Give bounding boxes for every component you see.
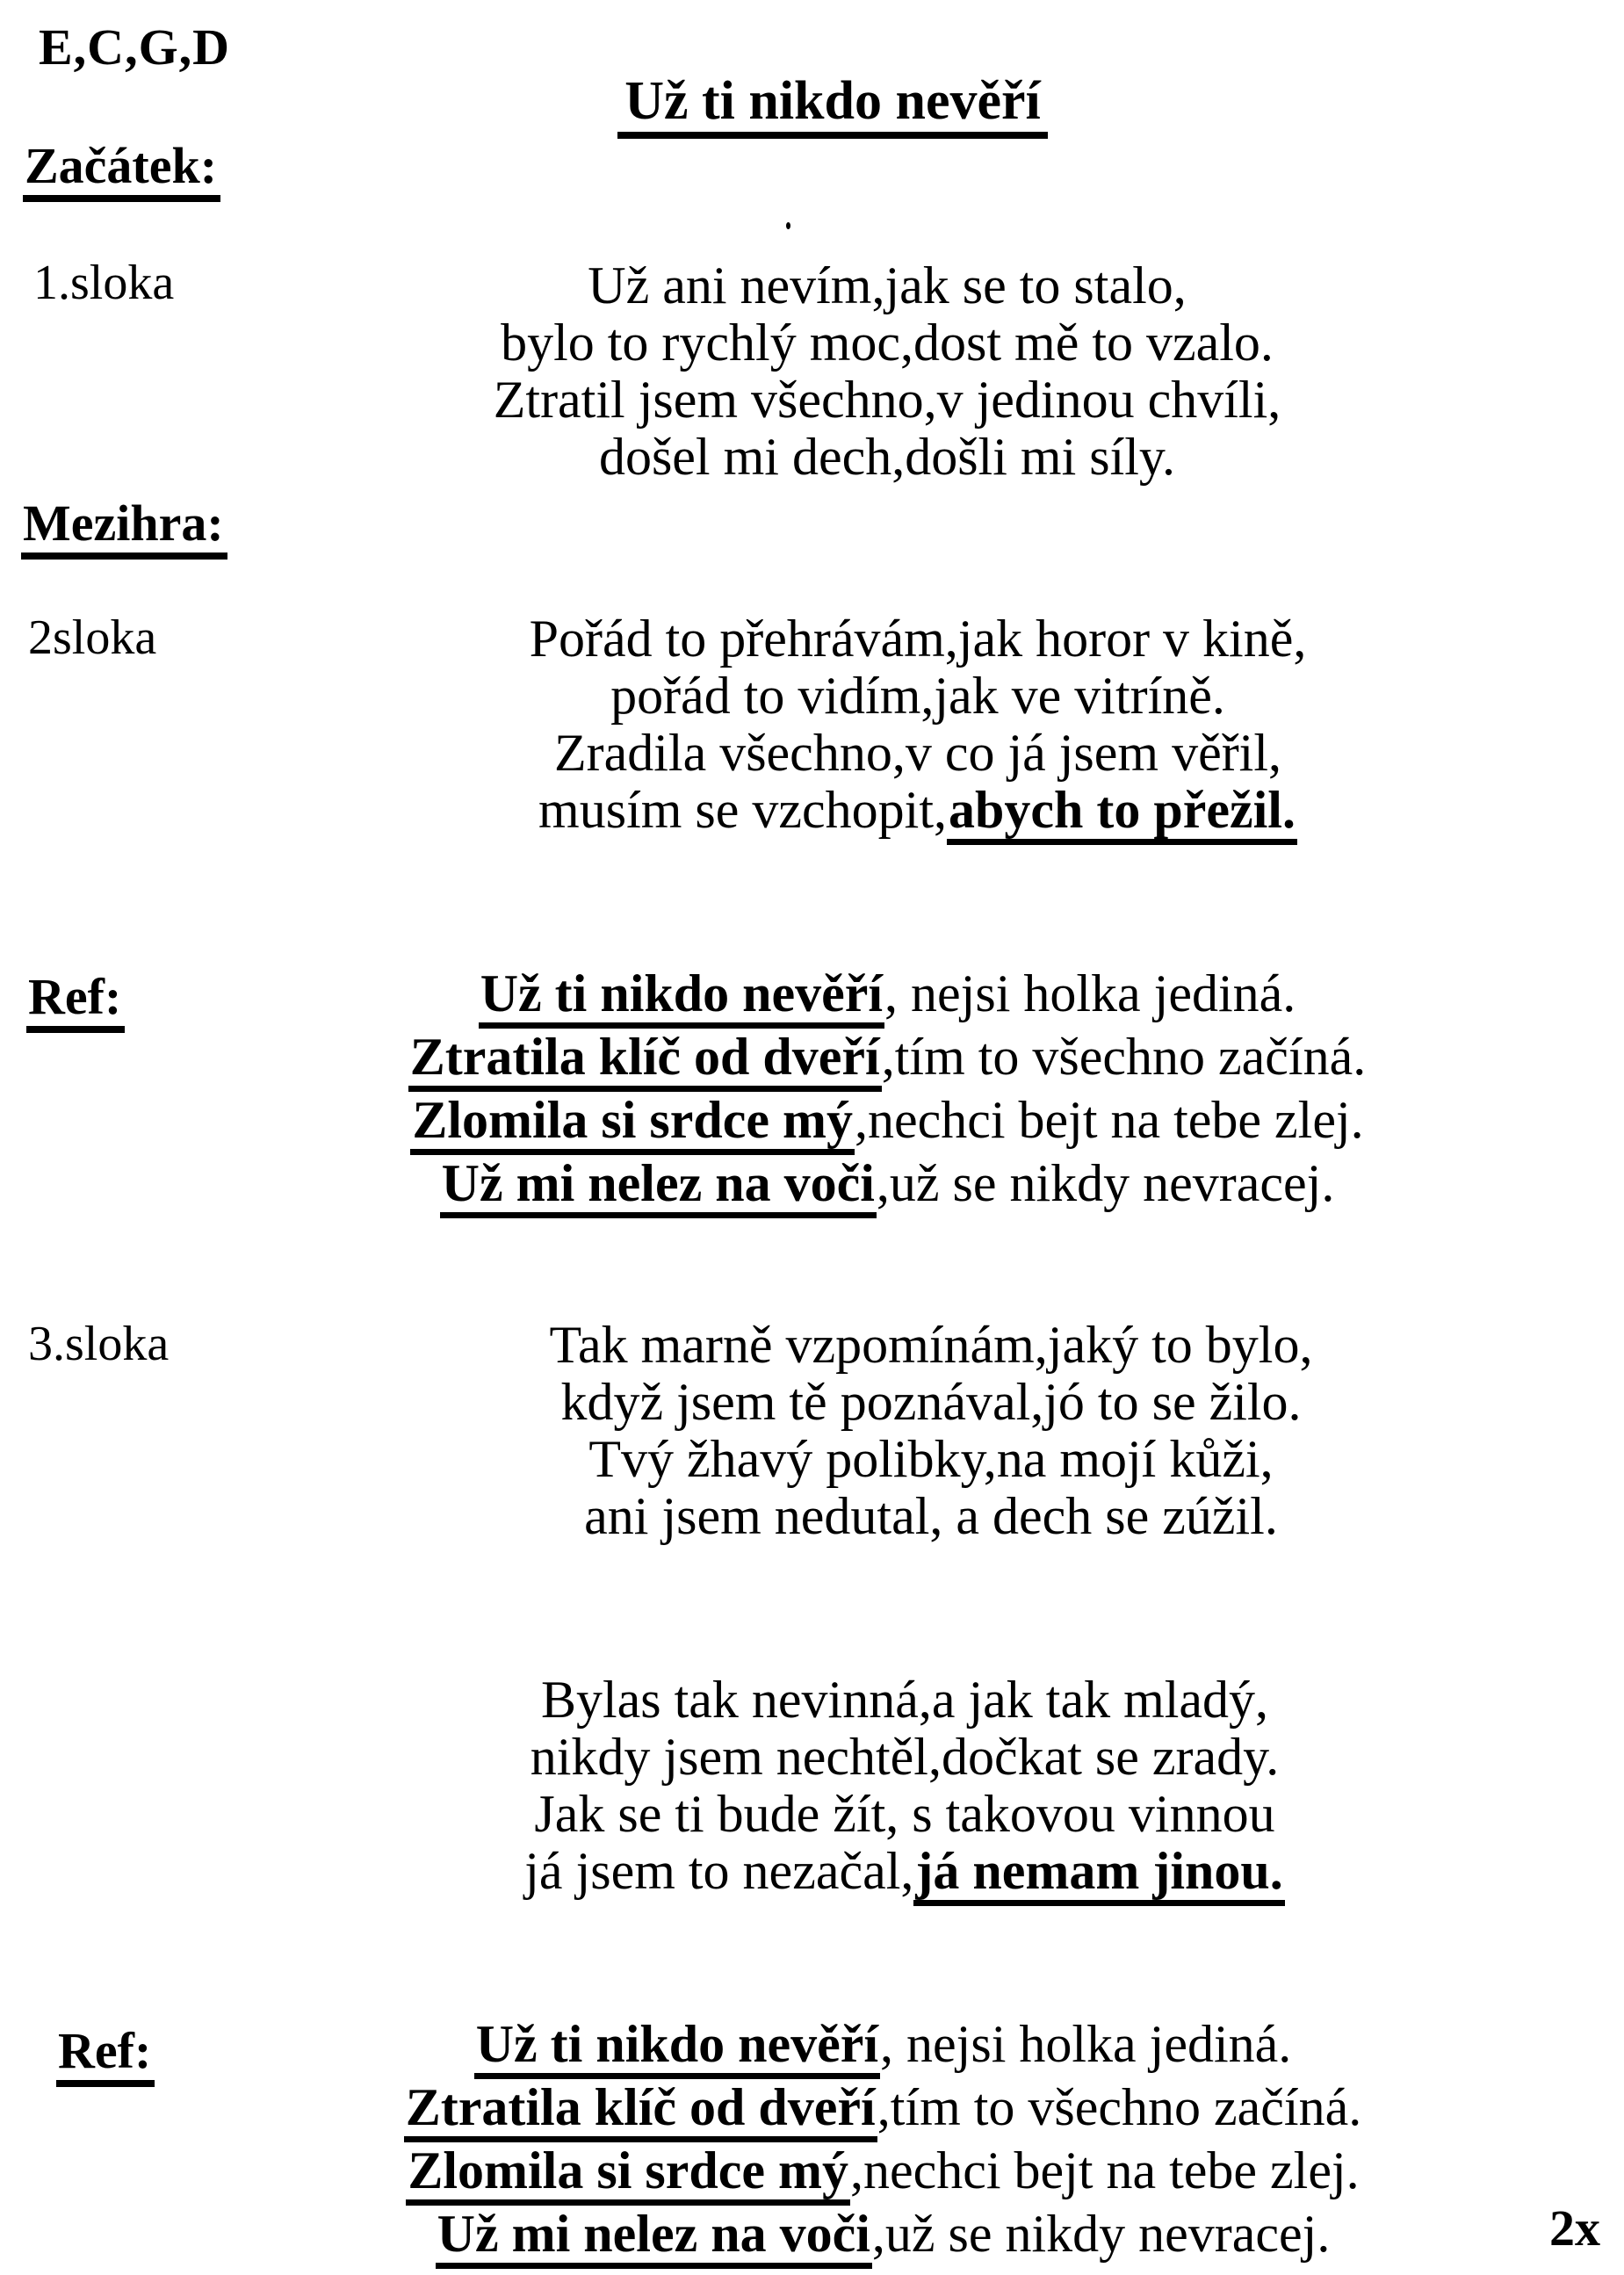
refrain-1-lines: [369, 965, 1405, 1218]
section-label-zacatek-text: Začátek:: [23, 137, 220, 202]
lyric-segment: nikdy jsem nechtěl,dočkat se zrady.: [530, 1728, 1280, 1786]
lyric-line: [386, 1729, 1423, 1786]
verse-1-lines: [369, 257, 1405, 486]
lyric-line: [400, 725, 1436, 782]
lyric-line: [413, 1431, 1449, 1488]
refrain-1-label-text: Ref:: [26, 968, 125, 1033]
lyric-segment: , nejsi holka jediná.: [884, 964, 1296, 1022]
lyric-segment-emphasized: Už ti nikdo nevěří: [479, 965, 884, 1029]
verse-3-lines: [413, 1317, 1449, 1545]
lyric-segment-emphasized: Už ti nikdo nevěří: [474, 2016, 880, 2079]
lyric-line: [364, 2142, 1401, 2206]
lyric-line: [369, 314, 1405, 372]
verse-1-label: 1.sloka: [33, 256, 175, 310]
lyric-segment-emphasized: Zlomila si srdce mý: [410, 1092, 855, 1155]
lyric-line: [369, 257, 1405, 314]
section-label-mezihra: [21, 495, 227, 560]
lyric-line: [413, 1374, 1449, 1431]
lyric-line: [413, 1488, 1449, 1545]
lyric-segment-emphasized: Ztratila klíč od dveří: [408, 1029, 882, 1092]
lyric-line: [369, 1029, 1405, 1092]
verse-3-label: 3.sloka: [28, 1317, 170, 1371]
lyric-segment: když jsem tě poznával,jó to se žilo.: [560, 1373, 1302, 1431]
lyric-segment: Tvý žhavý polibky,na mojí kůži,: [588, 1430, 1274, 1488]
lyric-segment: , nejsi holka jediná.: [880, 2015, 1292, 2073]
chord-progression-label: E,C,G,D: [39, 18, 231, 76]
lyric-segment-emphasized: Už mi nelez na voči: [440, 1155, 877, 1218]
lyric-segment: já jsem to nezačal,: [524, 1842, 914, 1900]
lyric-segment: Pořád to přehrávám,jak horor v kině,: [529, 610, 1307, 668]
lyric-segment: Bylas tak nevinná,a jak tak mladý,: [540, 1671, 1269, 1729]
section-label-mezihra-text: Mezihra:: [21, 495, 227, 560]
lyric-line: [386, 1786, 1423, 1843]
lyric-segment-emphasized: Už mi nelez na voči: [436, 2206, 872, 2269]
lyric-segment: ,nechci bejt na tebe zlej.: [854, 1091, 1364, 1149]
lyric-line: [400, 610, 1436, 668]
song-title: Už ti nikdo nevěří: [617, 73, 1048, 139]
lyric-segment: došel mi dech,došli mi síly.: [598, 428, 1176, 486]
lyric-segment: ,už se nikdy nevracej.: [876, 1154, 1335, 1212]
lyric-segment: Jak se ti bude žít, s takovou vinnou: [534, 1785, 1275, 1843]
lyric-segment: pořád to vidím,jak ve vitríně.: [610, 667, 1225, 725]
lyric-line: [369, 1092, 1405, 1155]
lyric-line: [400, 668, 1436, 725]
lyric-segment: Zradila všechno,v co já jsem věřil,: [553, 724, 1282, 782]
lyric-segment: ,nechci bejt na tebe zlej.: [849, 2141, 1360, 2199]
lyric-line: [400, 782, 1436, 845]
lyric-segment: ,už se nikdy nevracej.: [871, 2205, 1331, 2263]
verse-4-lines: [386, 1672, 1423, 1906]
refrain-2-label: [56, 2022, 155, 2087]
lyric-segment: musím se vzchopit,: [538, 781, 947, 839]
lyric-segment: ani jsem nedutal, a dech se zúžil.: [584, 1487, 1278, 1545]
lyric-line: [369, 429, 1405, 486]
lyric-line: [364, 2206, 1401, 2269]
scan-artifact-dot: [786, 222, 790, 229]
lyric-line: [369, 965, 1405, 1029]
lyric-segment: Ztratil jsem všechno,v jedinou chvíli,: [493, 371, 1281, 429]
lyric-segment-emphasized: Zlomila si srdce mý: [406, 2142, 850, 2206]
refrain-2-label-text: Ref:: [56, 2022, 155, 2087]
lyric-segment-emphasized: abych to přežil.: [947, 782, 1297, 845]
verse-2-label: 2sloka: [28, 610, 157, 665]
lyric-line: [386, 1672, 1423, 1729]
lyric-line: [364, 2079, 1401, 2142]
refrain-2-lines: [364, 2016, 1401, 2269]
lyric-segment: bylo to rychlý moc,dost mě to vzalo.: [501, 314, 1274, 372]
lyric-segment-emphasized: Ztratila klíč od dveří: [404, 2079, 877, 2142]
lyric-segment: Už ani nevím,jak se to stalo,: [588, 256, 1187, 314]
refrain-1-label: [26, 968, 125, 1033]
repeat-count-marker: 2x: [1549, 2199, 1600, 2257]
lyric-segment-emphasized: já nemam jinou.: [913, 1843, 1284, 1906]
lyric-line: [364, 2016, 1401, 2079]
lyric-segment: ,tím to všechno začíná.: [877, 2078, 1362, 2136]
section-label-zacatek: [23, 137, 220, 202]
song-title-row: [306, 73, 1360, 143]
lyric-segment: ,tím to všechno začíná.: [881, 1028, 1367, 1086]
verse-2-lines: [400, 610, 1436, 845]
lyric-line: [369, 372, 1405, 429]
lyric-line: [413, 1317, 1449, 1374]
lyric-line: [369, 1155, 1405, 1218]
lyric-segment: Tak marně vzpomínám,jaký to bylo,: [549, 1316, 1313, 1374]
lyric-line: [386, 1843, 1423, 1906]
